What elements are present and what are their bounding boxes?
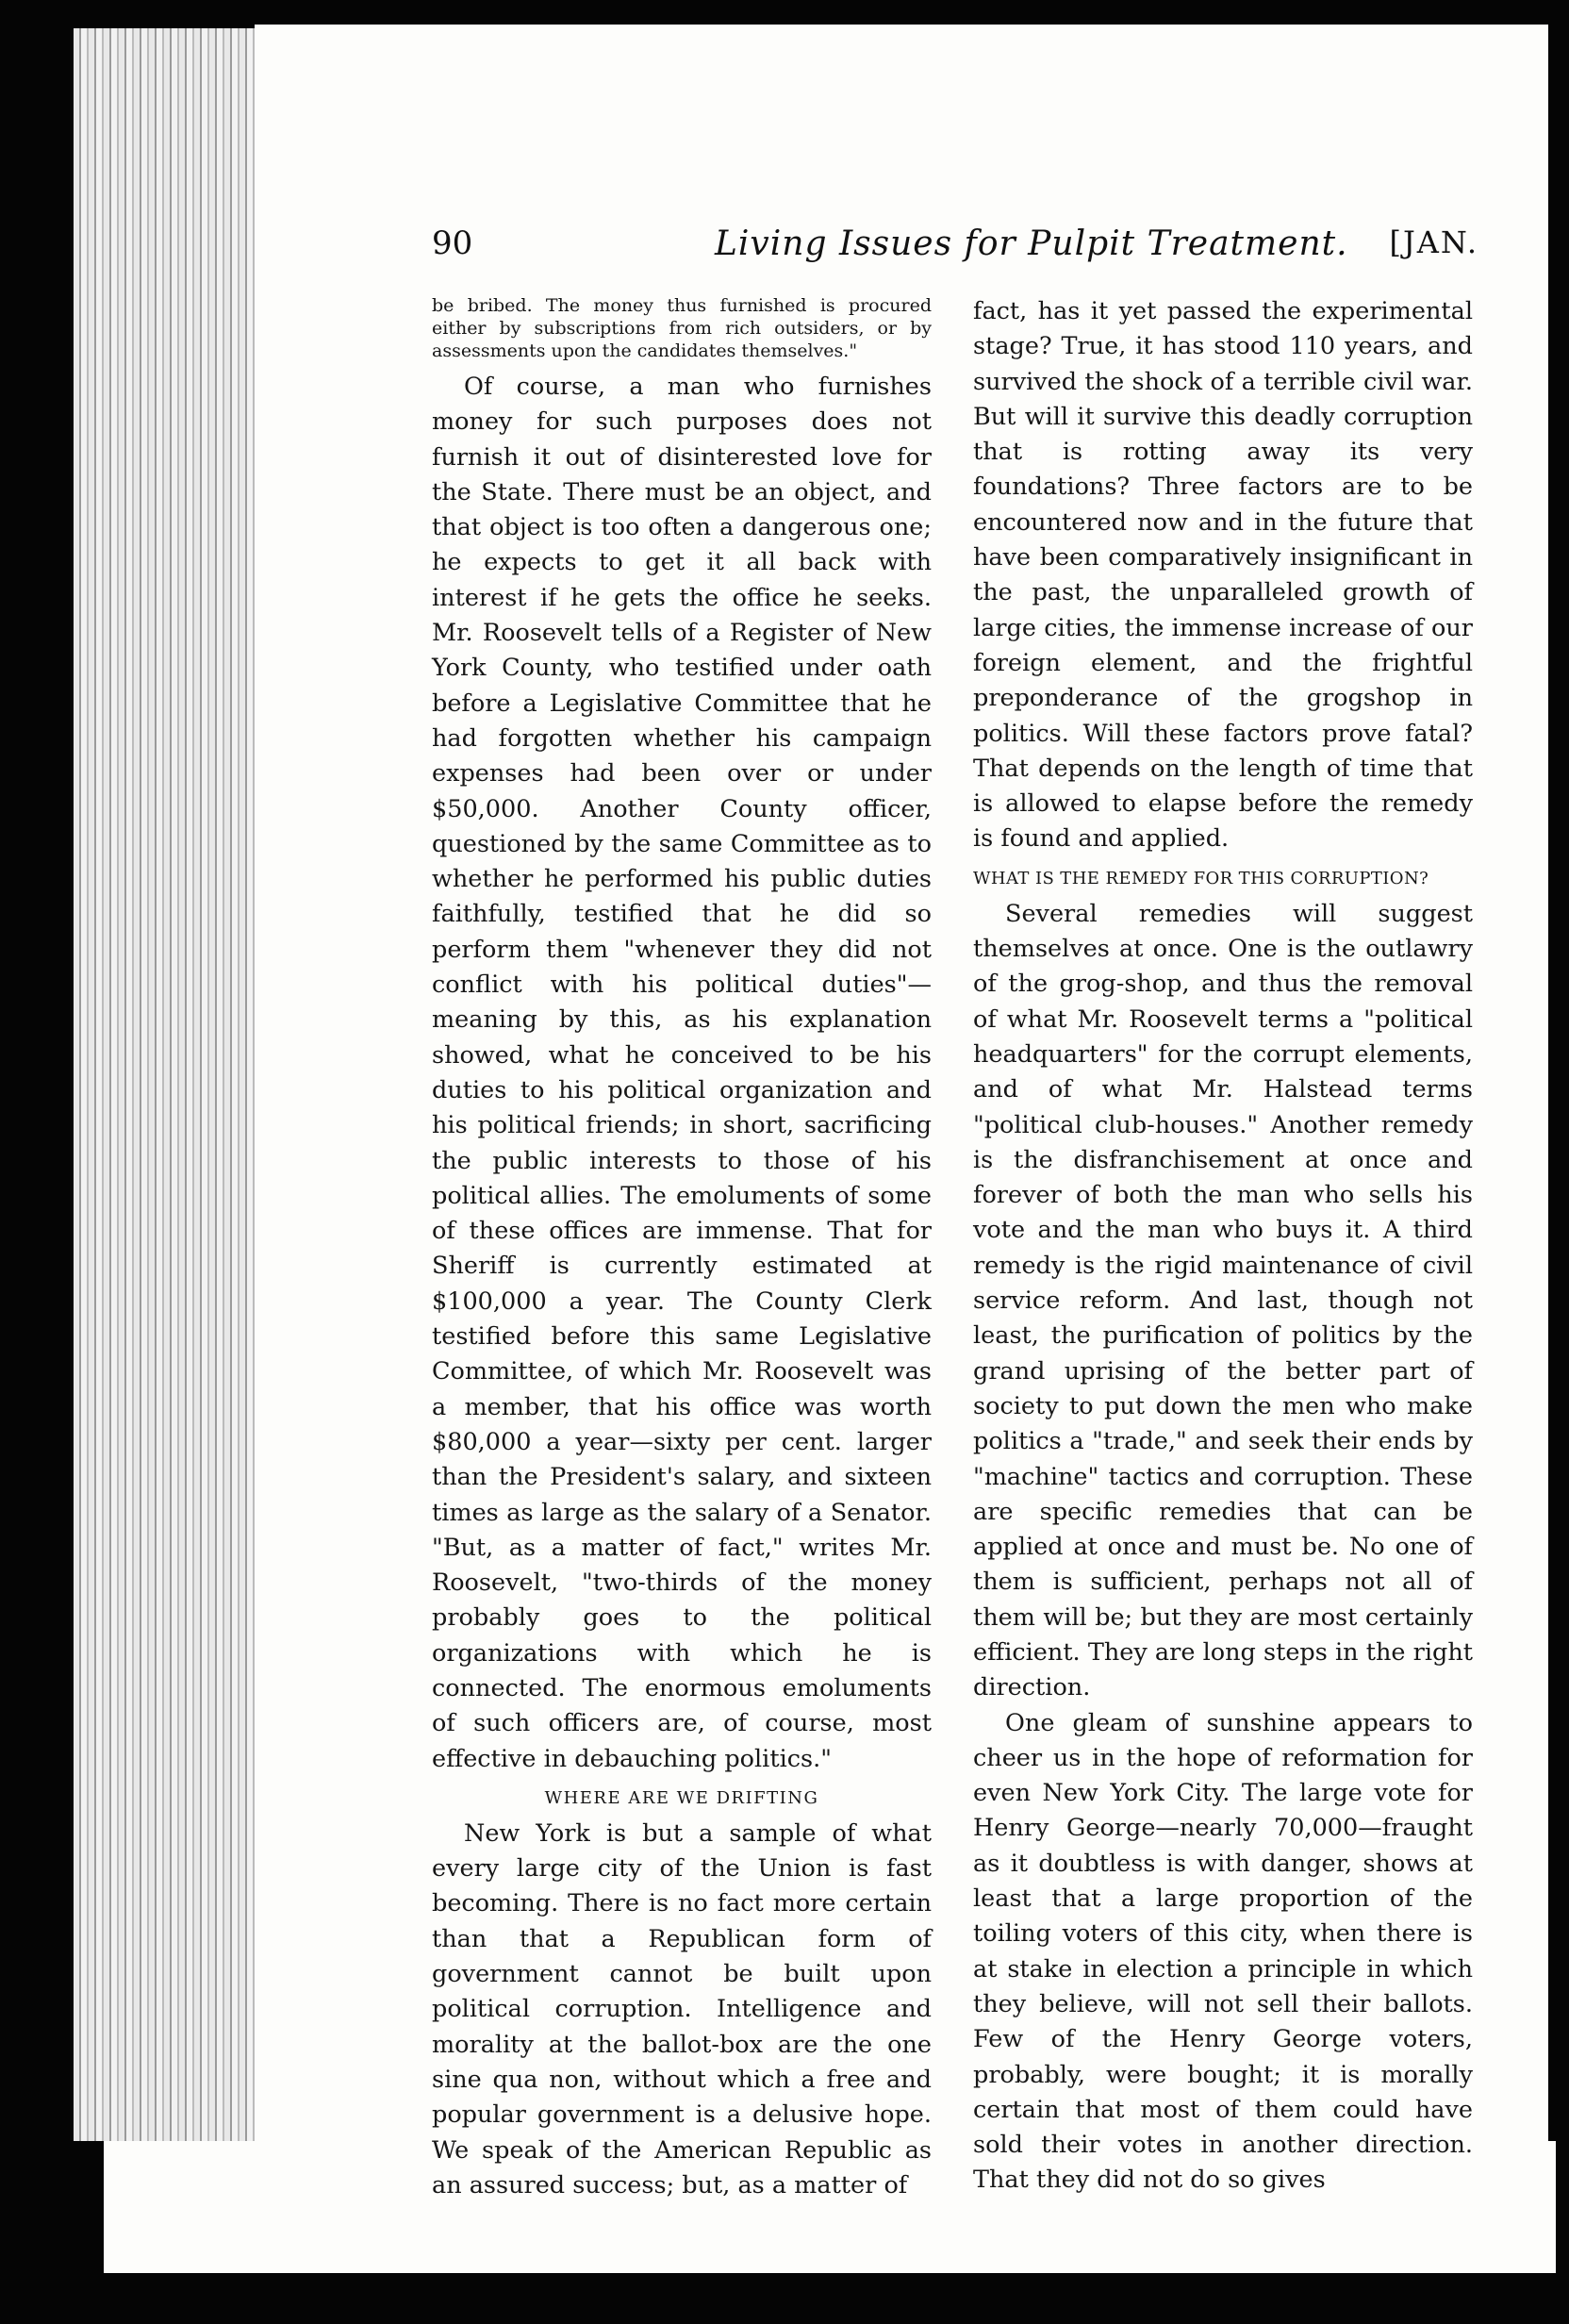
running-header <box>432 224 1478 281</box>
running-title: Living Issues for Pulpit Treatment. <box>715 224 1348 263</box>
left-column <box>432 294 932 2203</box>
page-edges <box>74 28 262 2141</box>
section-subhead: WHAT IS THE REMEDY FOR THIS CORRUPTION? <box>973 868 1429 888</box>
header-month: [JAN. <box>1389 224 1478 260</box>
quote-continuation: be bribed. The money thus furnished is procured either by subscriptions from rich outsiders, or by assessments upon the candidates themselves." <box>432 295 932 361</box>
section-subhead: WHERE ARE WE DRIFTING <box>544 1787 819 1808</box>
paragraph: New York is but a sample of what every large city of the Union is fast becoming. There is no fact more certain than that a Republican form of government cannot be built upon political corruption. Intelligence and morality at the ballot-box are the one sine qua non, without which a free and popular government is a delusive hope. We speak of the American Republic as an assured success; but, as a matter of <box>432 1818 932 2200</box>
paragraph: One gleam of sunshine appears to cheer us in the hope of reformation for even New York City. The large vote for Henry George—nearly 70,000—fraught as it doubtless is with danger, shows at least that a large proportion of the toiling voters of this city, when there is at stake in election a principle in which they believe, will not sell their ballots. Few of the Henry George voters, probably, were bought; it is morally certain that most of them could have sold their votes in another direction. That they did not do so gives <box>973 1708 1473 2195</box>
page-number: 90 <box>432 224 473 262</box>
paragraph: Several remedies will suggest themselves at once. One is the outlawry of the grog-shop, and thus the removal of what Mr. Roosevelt terms a "political headquarters" for the corrupt elements, and of what Mr. Halstead terms "political club-houses." Another remedy is the disfranchisement at once and forever of both the man who sells his vote and the man who buys it. A third remedy is the rigid maintenance of civil service reform. And last, though not least, the purification of politics by the grand uprising of the better part of society to put down the men who make politics a "trade," and seek their ends by "machine" tactics and corruption. These are specific remedies that can be applied at once and must be. No one of them is sufficient, perhaps not all of them will be; but they are most certainly efficient. They are long steps in the right direction. <box>973 899 1473 1702</box>
paragraph: Of course, a man who furnishes money for such purposes does not furnish it out of disinterested love for the State. There must be an object, and that object is too often a dangerous one; he expects to get it all back with interest if he gets the office he seeks. Mr. Roosevelt tells of a Register of New York County, who testified under oath before a Legislative Committee that he had forgotten whether his campaign expenses had been over or under $50,000. Another County officer, questioned by the same Committee as to whether he performed his public duties faithfully, testified that he did so perform them "whenever they did not conflict with his political duties"—meaning by this, as his explanation showed, what he conceived to be his duties to his political organization and his political friends; in short, sacrificing the public interests to those of his political allies. The emoluments of some of these offices are immense. That for Sheriff is currently estimated at $100,000 a year. The County Clerk testified before this same Legislative Committee, of which Mr. Roosevelt was a member, that his office was worth $80,000 a year—sixty per cent. larger than the President's salary, and sixteen times as large as the salary of a Senator. "But, as a matter of fact," writes Mr. Roosevelt, "two-thirds of the money probably goes to the political organizations with which he is connected. The enormous emoluments of such officers are, of course, most effective in debauching politics." <box>432 373 932 1773</box>
right-column <box>973 294 1473 2199</box>
paragraph: fact, has it yet passed the experimental stage? True, it has stood 110 years, and survived the shock of a terrible civil war. But will it survive this deadly corruption that is rotting away its very foundations? Three factors are to be encountered now and in the future that have been comparatively insignificant in the past, the unparalleled growth of large cities, the immense increase of our foreign element, and the frightful preponderance of the grogshop in politics. Will these factors prove fatal? That depends on the length of time that is allowed to elapse before the remedy is found and applied. <box>973 297 1473 854</box>
